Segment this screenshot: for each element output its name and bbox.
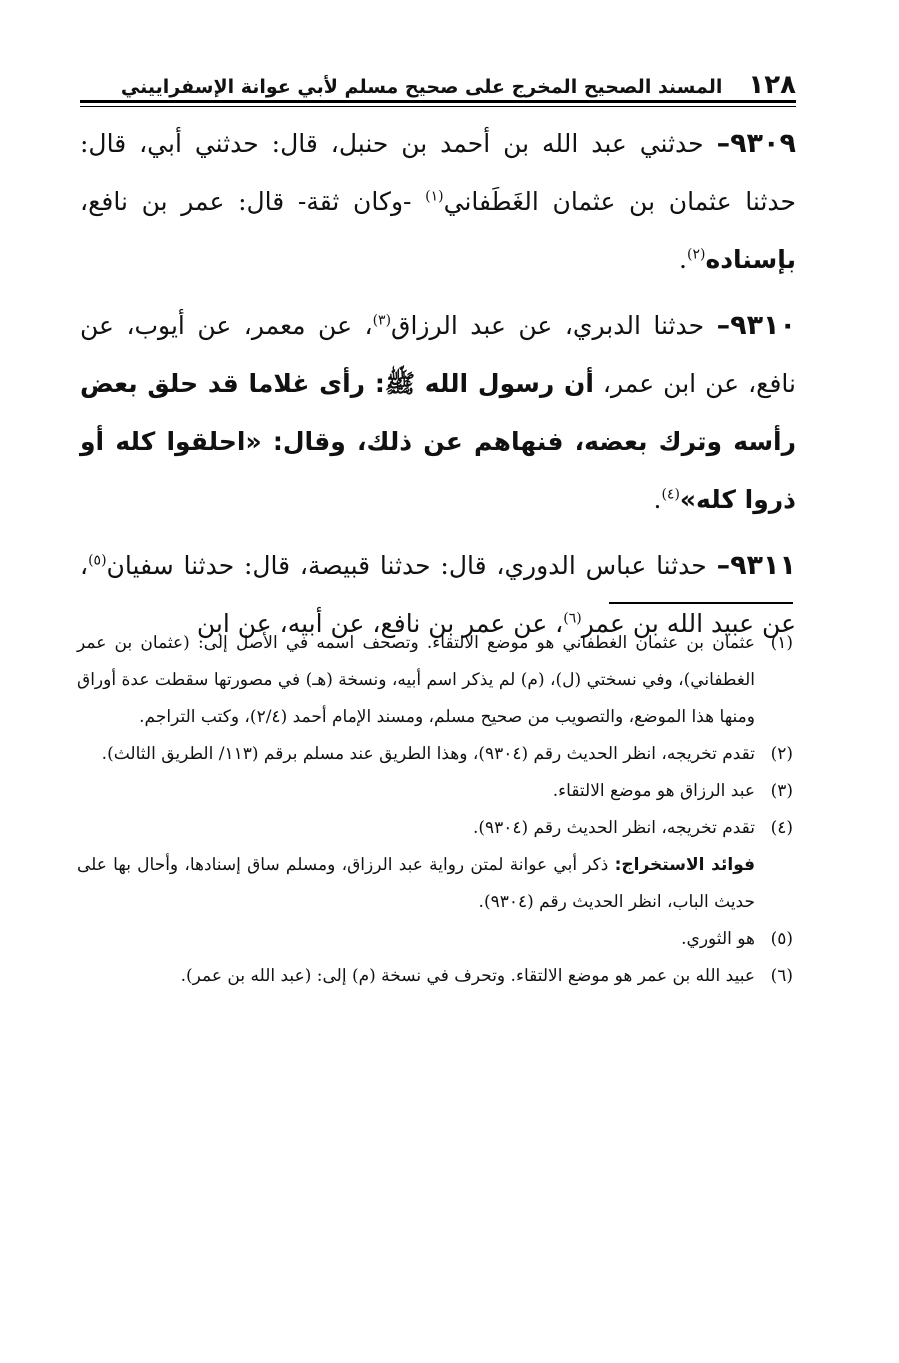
header-rule-thin: [80, 106, 796, 107]
hadith-number: ٩٣١١–: [716, 550, 796, 581]
footnote-separator: [609, 602, 793, 604]
footnote-number: (٤): [770, 818, 793, 838]
hadith-9309: [80, 115, 796, 289]
footnote-ref: (٤): [661, 486, 680, 503]
hadith-number: ٩٣٠٩–: [716, 128, 796, 159]
footnote-number: (٣): [770, 781, 793, 801]
footnote-6: [77, 958, 793, 995]
footnote-ref: (٣): [372, 312, 392, 329]
footnote-ref: (١): [425, 188, 444, 205]
footnote-ref: (٥): [88, 552, 107, 569]
hadith-text: ، عن عبيد الله بن عمر: [80, 551, 796, 638]
footnote-text: هو الثوري.: [681, 929, 755, 949]
hadith-text: .: [679, 245, 687, 274]
extraction-benefit: [77, 847, 793, 921]
hadith-text: حدثنا عباس الدوري، قال: حدثنا قبيصة، قال: حدثنا سفيان: [106, 551, 717, 580]
footnote-ref: (٢): [686, 246, 706, 263]
benefit-label: فوائد الاستخراج:: [614, 855, 755, 875]
footnote-3: [77, 773, 793, 810]
footnote-text: عبيد الله بن عمر هو موضع الالتقاء. وتحرف في نسخة (م) إلى: (عبد الله بن عمر).: [180, 966, 755, 986]
footnote-ref: (٦): [563, 610, 582, 627]
benefit-text: ذكر أبي عوانة لمتن رواية عبد الرزاق، ومسلم ساق إسنادها، وأحال بها على حديث الباب، انظر الحديث رقم (٩٣٠٤).: [77, 855, 755, 912]
main-text: [80, 115, 796, 661]
footnote-text: تقدم تخريجه، انظر الحديث رقم (٩٣٠٤).: [472, 818, 755, 838]
footnote-number: (٥): [770, 929, 793, 949]
footnote-2: [77, 736, 793, 773]
page-header: [80, 70, 796, 100]
hadith-bold-text: بإسناده: [705, 245, 796, 274]
footnote-1: [77, 625, 793, 736]
running-title: المسند الصحيح المخرج على صحيح مسلم لأبي عوانة الإسفراييني: [120, 76, 723, 98]
header-rule-thick: [80, 100, 796, 103]
hadith-bold-text: أن رسول الله ﷺ: رأى غلاما قد حلق بعض رأسه وترك بعضه، فنهاهم عن ذلك، وقال: «احلقوا كله أو ذروا كله»: [80, 369, 796, 514]
hadith-text: حدثنا الدبري، عن عبد الرزاق: [391, 311, 717, 340]
footnote-5: [77, 921, 793, 958]
footnote-text: عبد الرزاق هو موضع الالتقاء.: [552, 781, 755, 801]
footnote-number: (١): [770, 633, 793, 653]
footnote-text: تقدم تخريجه، انظر الحديث رقم (٩٣٠٤)، وهذا الطريق عند مسلم برقم (١١٣/ الطريق الثالث).: [101, 744, 755, 764]
footnote-number: (٢): [770, 744, 793, 764]
hadith-9310: [80, 297, 796, 529]
hadith-text: ، عن معمر، عن أيوب، عن نافع، عن ابن عمر،: [80, 311, 796, 398]
hadith-text: .: [653, 485, 662, 514]
footnote-number: (٦): [770, 966, 793, 986]
page-number: ١٢٨: [748, 70, 796, 100]
hadith-text: ، عن عمر بن نافع، عن أبيه، عن ابن: [196, 609, 564, 638]
hadith-text: -وكان ثقة- قال: عمر بن نافع،: [80, 187, 426, 216]
hadith-text: حدثني عبد الله بن أحمد بن حنبل، قال: حدثني أبي، قال: حدثنا عثمان بن عثمان الغَطَفاني: [80, 129, 796, 216]
footnotes: [77, 625, 793, 995]
footnote-text: عثمان بن عثمان الغطفاني هو موضع الالتقاء. وتصحف اسمه في الأصل إلى: (عثمان بن عمر الغطفاني)، وفي نسختي (ل)، (م) لم يذكر اسم أبيه، ونسخة (هـ) في مصورتها سقطت عدة أوراق ومنها هذا الموضع، والتصويب من صحيح مسلم، ومسند الإمام أحمد (٢/٤)، وكتب التراجم.: [77, 633, 755, 727]
footnote-4: [77, 810, 793, 847]
hadith-number: ٩٣١٠–: [716, 310, 797, 341]
